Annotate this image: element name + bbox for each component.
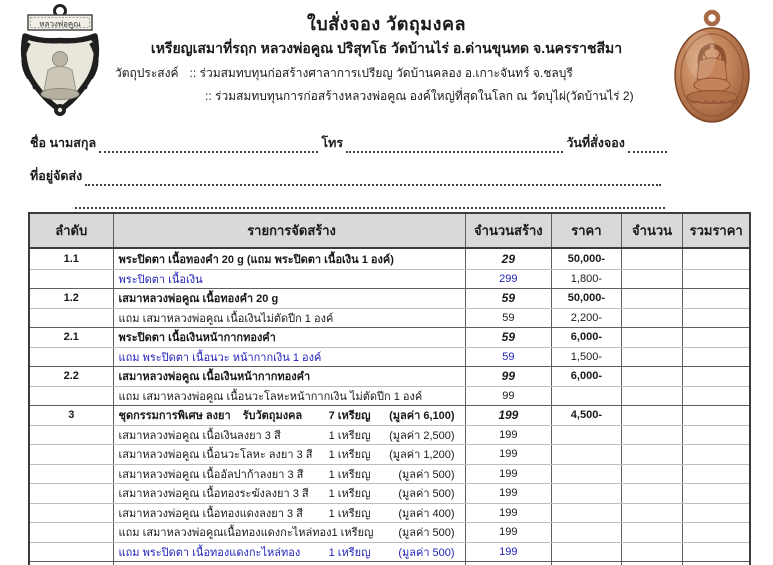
- col-header-total-price: รวมราคา: [689, 223, 743, 238]
- address-label: ที่อยู่จัดส่ง: [30, 169, 83, 183]
- copper-oval-amulet-icon: [666, 5, 758, 127]
- total-price-cell: [683, 426, 749, 445]
- table-row-cutoff: [30, 561, 749, 565]
- order-no-cell: [30, 348, 114, 367]
- quantity-cell: [622, 543, 684, 562]
- table-row: [30, 366, 749, 386]
- address-fill-line-1: [85, 171, 661, 186]
- item-description-cell: [114, 445, 466, 464]
- item-description: ชุดกรรมการพิเศษ ลงยา: [118, 410, 231, 423]
- item-description: พระปิดตา เนื้อเงิน: [118, 273, 203, 286]
- price-cell: 50,000-: [552, 289, 622, 308]
- item-description: เสมาหลวงพ่อคูณ เนื้อทองแดงลงยา 3 สี: [118, 507, 303, 520]
- col-header-order-no: ลำดับ: [30, 214, 114, 247]
- total-price-cell: [683, 387, 749, 406]
- item-description-cell: [114, 289, 466, 308]
- shipping-address-line-2: [75, 194, 665, 209]
- made-quantity-cell: 29: [466, 249, 553, 269]
- quantity-cell: [622, 289, 684, 308]
- item-value-note: (มูลค่า 400): [398, 507, 455, 520]
- item-description: เสมาหลวงพ่อคูณ เนื้อทองระฆังลงยา 3 สี: [118, 488, 309, 501]
- item-description: เสมาหลวงพ่อคูณ เนื้อนวะโลหะ ลงยา 3 สี: [118, 449, 313, 462]
- name-phone-date-line: [30, 133, 670, 153]
- made-quantity-cell: 199: [466, 426, 553, 445]
- col-header-made-qty: จำนวนสร้าง: [466, 214, 553, 247]
- item-description-extra: รับวัตถุมงคล: [242, 410, 303, 423]
- made-quantity-cell: 99: [466, 387, 553, 406]
- phone-label: โทร: [321, 136, 344, 150]
- item-value-note: (มูลค่า 500): [398, 488, 455, 501]
- made-quantity-cell: 199: [466, 484, 553, 503]
- made-quantity-cell: 99: [466, 367, 553, 386]
- purpose-text-1: :: ร่วมสมทบทุนก่อสร้างศาลาการเปรียญ วัดบ้านคลอง อ.เกาะจันทร์ จ.ชลบุรี: [189, 66, 573, 80]
- item-description-cell: [114, 387, 466, 406]
- item-description: แถม เสมาหลวงพ่อคูณ เนื้อเงินไม่ตัดปีก 1 องค์: [118, 312, 334, 325]
- total-price-cell: [683, 289, 749, 308]
- page-title: ใบสั่งจอง วัตถุมงคล: [306, 14, 467, 34]
- item-description: เสมาหลวงพ่อคูณ เนื้อทองคำ 20 g: [118, 293, 279, 306]
- order-no-cell: [30, 465, 114, 484]
- table-row: [30, 444, 749, 464]
- quantity-cell: [622, 367, 684, 386]
- item-description-cell: [114, 504, 466, 523]
- col-header-item: รายการจัดสร้าง: [114, 214, 466, 247]
- shipping-address-line: [30, 166, 664, 186]
- order-no-cell: [30, 543, 114, 562]
- total-price-cell: [683, 309, 749, 328]
- quantity-cell: [622, 504, 684, 523]
- order-no-cell: [30, 445, 114, 464]
- order-table: [28, 212, 751, 565]
- monk-sema-amulet-icon: [12, 3, 108, 123]
- item-description-cell: [114, 426, 466, 445]
- made-quantity-cell: 299: [466, 270, 553, 289]
- table-row: [30, 483, 749, 503]
- order-table-body: [30, 249, 749, 561]
- total-price-cell: [683, 484, 749, 503]
- order-date-fill-line: [628, 138, 667, 153]
- item-coin-count: 1 เหรียญ: [328, 429, 371, 442]
- order-no-cell: 1.1: [30, 249, 114, 269]
- made-quantity-cell: 199: [466, 406, 553, 425]
- made-quantity-cell: 59: [466, 289, 553, 308]
- quantity-cell: [622, 406, 684, 425]
- address-fill-line-2: [75, 194, 665, 209]
- total-price-cell: [683, 249, 749, 269]
- quantity-cell: [622, 465, 684, 484]
- made-quantity-cell: 59: [466, 348, 553, 367]
- purpose-line-1: [115, 64, 573, 83]
- badge-label: หลวงพ่อคูณ: [39, 19, 81, 29]
- total-price-cell: [683, 465, 749, 484]
- purpose-line-2: :: ร่วมสมทบทุนการก่อสร้างหลวงพ่อคูณ องค์ใหญ่ที่สุดในโลก ณ วัดบุไผ่(วัดบ้านไร่ 2): [205, 89, 634, 103]
- quantity-cell: [622, 426, 684, 445]
- total-price-cell: [683, 270, 749, 289]
- price-cell: 1,800-: [552, 270, 622, 289]
- price-cell: [552, 523, 622, 542]
- made-quantity-cell: 199: [466, 465, 553, 484]
- made-quantity-cell: 199: [466, 523, 553, 542]
- item-coin-count: 1 เหรียญ: [328, 546, 371, 559]
- order-date-label: วันที่สั่งจอง: [566, 136, 625, 150]
- item-coin-count: 1 เหรียญ: [331, 527, 374, 540]
- item-description-cell: [114, 367, 466, 386]
- price-cell: [552, 426, 622, 445]
- table-row: [30, 464, 749, 484]
- quantity-cell: [622, 387, 684, 406]
- item-coin-count: 1 เหรียญ: [328, 488, 371, 501]
- table-header-row: [30, 214, 749, 249]
- quantity-cell: [622, 523, 684, 542]
- price-cell: [552, 465, 622, 484]
- item-description: พระปิดตา เนื้อเงินหน้ากากทองคำ: [118, 332, 276, 345]
- item-description: เสมาหลวงพ่อคูณ เนื้ออัลปาก้าลงยา 3 สี: [118, 468, 304, 481]
- col-header-quantity: จำนวน: [622, 214, 684, 247]
- item-value-note: (มูลค่า 500): [398, 546, 455, 559]
- price-cell: 4,500-: [552, 406, 622, 425]
- item-description-cell: [114, 249, 466, 269]
- price-cell: 1,500-: [552, 348, 622, 367]
- item-description: เสมาหลวงพ่อคูณ เนื้อเงินหน้ากากทองคำ: [118, 371, 311, 384]
- quantity-cell: [622, 270, 684, 289]
- price-cell: [552, 445, 622, 464]
- table-row: [30, 542, 749, 562]
- item-description: แถม เสมาหลวงพ่อคูณ เนื้อนวะโลหะหน้ากากเงิน ไม่ตัดปีก 1 องค์: [118, 390, 423, 403]
- item-value-note: (มูลค่า 500): [398, 468, 455, 481]
- total-price-cell: [683, 367, 749, 386]
- item-description: แถม เสมาหลวงพ่อคูณเนื้อทองแดงกะไหล่ทอง: [118, 527, 332, 540]
- order-no-cell: [30, 504, 114, 523]
- item-description-cell: [114, 270, 466, 289]
- table-row: [30, 269, 749, 289]
- table-row: [30, 425, 749, 445]
- made-quantity-cell: 199: [466, 445, 553, 464]
- item-value-note: (มูลค่า 1,200): [389, 449, 455, 462]
- item-description-cell: [114, 328, 466, 347]
- price-cell: [552, 387, 622, 406]
- item-value-note: (มูลค่า 500): [398, 527, 455, 540]
- col-header-price: ราคา: [552, 214, 622, 247]
- order-no-cell: [30, 309, 114, 328]
- table-row: [30, 503, 749, 523]
- page-subtitle: เหรียญเสมาที่รฤก หลวงพ่อคูณ ปริสุทโธ วัดบ้านไร่ อ.ด่านขุนทด จ.นครราชสีมา: [150, 40, 623, 56]
- item-description-cell: [114, 523, 466, 542]
- table-row: [30, 249, 749, 269]
- item-description: พระปิดตา เนื้อทองคำ 20 g (แถม พระปิดตา เนื้อเงิน 1 องค์): [118, 253, 394, 266]
- item-coin-count: 1 เหรียญ: [328, 507, 371, 520]
- item-value-note: (มูลค่า 6,100): [389, 410, 455, 423]
- total-price-cell: [683, 348, 749, 367]
- table-row: [30, 405, 749, 425]
- total-price-cell: [683, 504, 749, 523]
- order-no-cell: 3: [30, 406, 114, 425]
- item-description-cell: [114, 309, 466, 328]
- order-no-cell: [30, 523, 114, 542]
- made-quantity-cell: 199: [466, 504, 553, 523]
- made-quantity-cell: 199: [466, 543, 553, 562]
- price-cell: 2,200-: [552, 309, 622, 328]
- order-no-cell: [30, 387, 114, 406]
- price-cell: [552, 484, 622, 503]
- price-cell: 50,000-: [552, 249, 622, 269]
- order-no-cell: 2.1: [30, 328, 114, 347]
- item-description: แถม พระปิดตา เนื้อนวะ หน้ากากเงิน 1 องค์: [118, 351, 322, 364]
- order-no-cell: [30, 484, 114, 503]
- purpose-label: วัตถุประสงค์: [115, 66, 179, 80]
- made-quantity-cell: 59: [466, 328, 553, 347]
- table-row: [30, 327, 749, 347]
- made-quantity-cell: 59: [466, 309, 553, 328]
- price-cell: 6,000-: [552, 367, 622, 386]
- table-row: [30, 386, 749, 406]
- table-row: [30, 308, 749, 328]
- total-price-cell: [683, 406, 749, 425]
- table-row: [30, 347, 749, 367]
- item-description-cell: [114, 543, 466, 562]
- price-cell: [552, 504, 622, 523]
- price-cell: [552, 543, 622, 562]
- item-description: แถม พระปิดตา เนื้อทองแดงกะไหล่ทอง: [118, 546, 301, 559]
- total-price-cell: [683, 523, 749, 542]
- total-price-cell: [683, 543, 749, 562]
- table-row: [30, 522, 749, 542]
- price-cell: 6,000-: [552, 328, 622, 347]
- monk-badge-image: [12, 3, 108, 128]
- order-no-cell: 1.2: [30, 289, 114, 308]
- item-description-cell: [114, 406, 466, 425]
- order-no-cell: 2.2: [30, 367, 114, 386]
- item-coin-count: 1 เหรียญ: [328, 468, 371, 481]
- order-no-cell: [30, 270, 114, 289]
- item-description-cell: [114, 465, 466, 484]
- name-label: ชื่อ นามสกุล: [30, 136, 97, 150]
- name-fill-line: [99, 138, 318, 153]
- item-description: เสมาหลวงพ่อคูณ เนื้อเงินลงยา 3 สี: [118, 429, 281, 442]
- quantity-cell: [622, 249, 684, 269]
- phone-fill-line: [346, 138, 563, 153]
- total-price-cell: [683, 445, 749, 464]
- item-coin-count: 1 เหรียญ: [328, 449, 371, 462]
- item-description-cell: [114, 348, 466, 367]
- total-price-cell: [683, 328, 749, 347]
- copper-amulet-image: [666, 5, 758, 132]
- quantity-cell: [622, 445, 684, 464]
- quantity-cell: [622, 309, 684, 328]
- item-value-note: (มูลค่า 2,500): [389, 429, 455, 442]
- quantity-cell: [622, 348, 684, 367]
- quantity-cell: [622, 328, 684, 347]
- item-coin-count: 7 เหรียญ: [328, 410, 371, 423]
- table-row: [30, 288, 749, 308]
- item-description-cell: [114, 484, 466, 503]
- order-no-cell: [30, 426, 114, 445]
- quantity-cell: [622, 484, 684, 503]
